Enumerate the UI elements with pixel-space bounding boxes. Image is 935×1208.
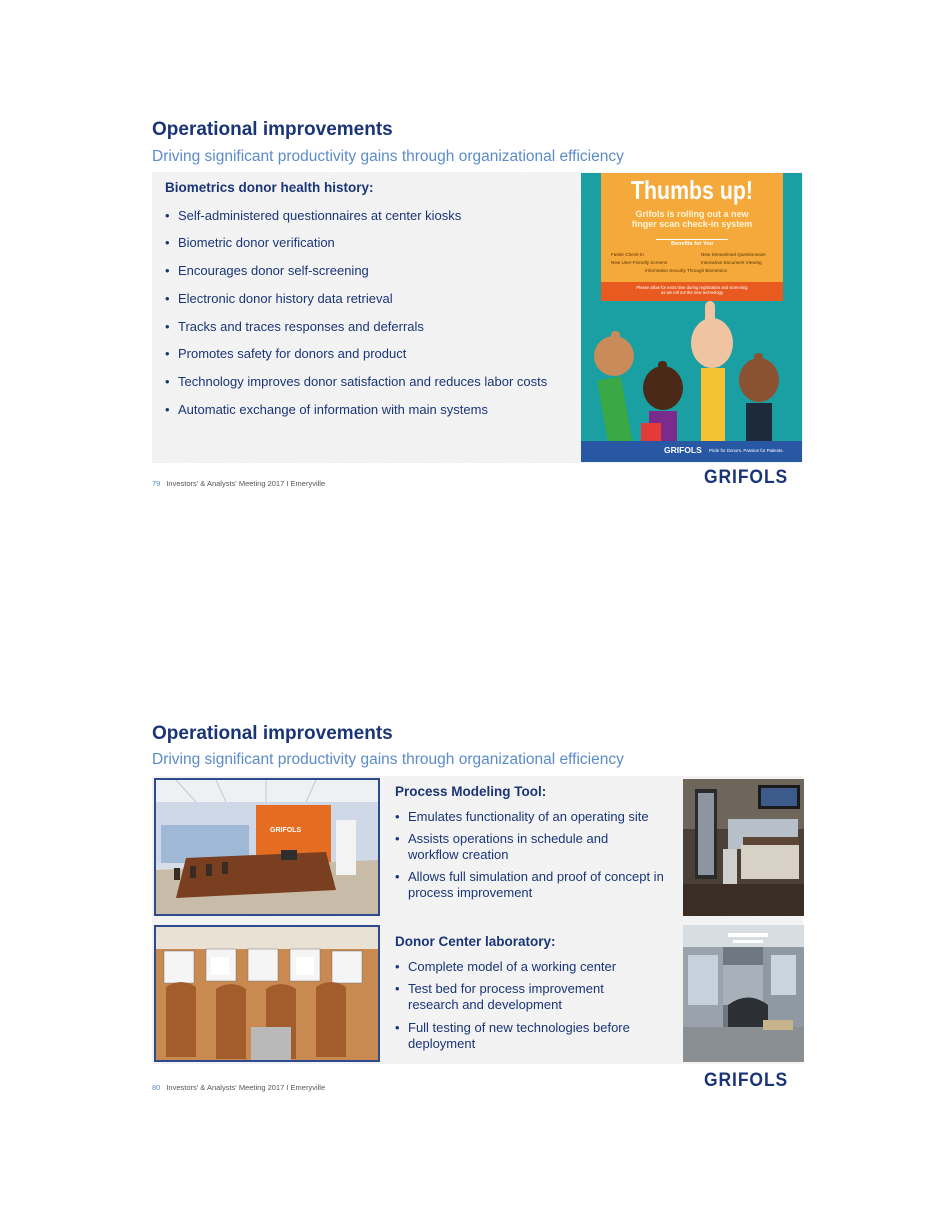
bullet-item: • Self-administered questionnaires at center kiosks bbox=[178, 208, 461, 224]
poster-benefit: New User-Friendly Screens bbox=[611, 260, 668, 265]
lab-render-image bbox=[154, 925, 380, 1062]
poster-benefit: Interactive Document Viewing bbox=[701, 260, 762, 265]
render-sign: GRIFOLS bbox=[270, 827, 302, 834]
bullet-item: • Tracks and traces responses and deferrals bbox=[178, 319, 424, 335]
poster-footer bbox=[581, 441, 802, 462]
bullet-item: • Automatic exchange of information with main systems bbox=[178, 402, 488, 418]
poster-benefit: Information Security Through Biometrics bbox=[645, 268, 727, 273]
poster-benefits-title: Benefits for You bbox=[671, 241, 713, 247]
footer-text: Investors' & Analysts' Meeting 2017 I Emeryville bbox=[166, 479, 326, 488]
slide-footer bbox=[152, 1083, 325, 1092]
reception-render-image bbox=[154, 778, 380, 916]
footer-text: Investors' & Analysts' Meeting 2017 I Emeryville bbox=[166, 1083, 326, 1092]
poster-benefit: Faster Check-In bbox=[611, 252, 644, 257]
section-heading: Process Modeling Tool: bbox=[395, 784, 547, 799]
page-number: 79 bbox=[152, 479, 161, 488]
slide-title: Operational improvements bbox=[152, 723, 393, 744]
slide-subtitle: Driving significant productivity gains through organizational efficiency bbox=[152, 148, 624, 165]
bullet-item: • Allows full simulation and proof of concept in process improvement bbox=[408, 869, 668, 901]
bullet-item: • Electronic donor history data retrieval bbox=[178, 291, 393, 307]
bullet-item: • Assists operations in schedule and workflow creation bbox=[408, 831, 648, 863]
page-number: 80 bbox=[152, 1083, 161, 1092]
grifols-logo: GRIFOLS bbox=[704, 467, 789, 488]
bullet-item: • Technology improves donor satisfaction and reduces labor costs bbox=[178, 374, 547, 390]
poster-benefit: New Streamlined Questionnaire bbox=[701, 252, 766, 257]
section-heading: Donor Center laboratory: bbox=[395, 934, 556, 949]
bullet-item: • Encourages donor self-screening bbox=[178, 263, 369, 279]
lab-photo-image bbox=[683, 925, 804, 1062]
slide-subtitle: Driving significant productivity gains through organizational efficiency bbox=[152, 751, 624, 768]
bullet-item: • Complete model of a working center bbox=[408, 959, 668, 975]
center-photo-image bbox=[683, 779, 804, 916]
thumbs-up-poster bbox=[581, 173, 802, 462]
bullet-item: • Biometric donor verification bbox=[178, 235, 335, 251]
poster-tagline: Pride for Donors. Passion for Patients. bbox=[709, 448, 784, 453]
slide-footer bbox=[152, 479, 325, 488]
poster-logo: GRIFOLS bbox=[664, 445, 702, 455]
bullet-item: • Test bed for process improvement research and development bbox=[408, 981, 648, 1013]
poster-banner: Please allow for extra time during registration and screening as we roll out the new technology bbox=[601, 282, 783, 301]
slide-title: Operational improvements bbox=[152, 119, 393, 140]
poster-headline: Thumbs up! bbox=[630, 175, 753, 205]
grifols-logo: GRIFOLS bbox=[704, 1070, 789, 1091]
bullet-item: • Emulates functionality of an operating site bbox=[408, 809, 668, 825]
thumbs-up-illustration bbox=[581, 173, 802, 441]
poster-subheadline: Grifols is rolling out a new finger scan check-in system bbox=[631, 209, 753, 229]
section-heading: Biometrics donor health history: bbox=[165, 180, 374, 195]
bullet-item: • Full testing of new technologies before deployment bbox=[408, 1020, 658, 1052]
bullet-item: • Promotes safety for donors and product bbox=[178, 346, 406, 362]
